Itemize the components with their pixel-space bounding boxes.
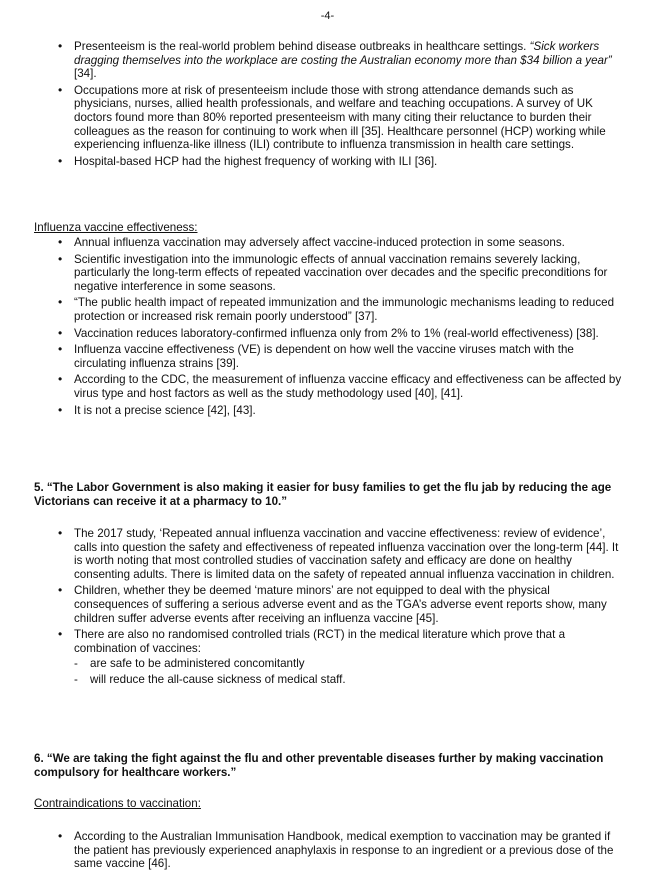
list-item: • “The public health impact of repeated immunization and the immunologic mechanisms leading to reduced protection or increased risk remain poorly understood” [37]. [58,296,624,323]
sub-list-item [74,673,624,687]
list-item: • The 2017 study, ‘Repeated annual influenza vaccination and vaccine effectiveness: review of evidence’, calls into question the safety and effectiveness of repeated influenza vaccination over the long-term [44]. It is worth noting that most controlled studies of vaccination safety and efficacy are done on healthy consenting adults. There is limited data on the safety of repeated annual influenza vaccination in children. [58,527,624,581]
list-item: • It is not a precise science [42], [43]. [58,404,624,418]
dash-marker: - [74,657,78,671]
bullet-text: There are also no randomised controlled trials (RCT) in the medical literature which prove that a combination of vaccines: [74,628,566,655]
section-subheading: Contraindications to vaccination: [34,797,201,810]
dash-marker: - [74,672,78,686]
section-heading-5: 5. “The Labor Government is also making it easier for busy families to get the flu jab by reducing the age Victorians can receive it at a pharmacy to 10.” [34,481,612,508]
section5-list [58,527,624,690]
section-heading-6: 6. “We are taking the fight against the flu and other preventable diseases further by making vaccination compulsory for healthcare workers.” [34,752,604,779]
sub-item-text: will reduce the all-cause sickness of medical staff. [90,672,346,686]
list-item: • Scientific investigation into the immunologic effects of annual vaccination remains severely lacking, particularly the long-term effects of repeated vaccination over decades and the specific preconditions for negative interference in some seasons. [58,253,624,294]
list-item: • Vaccination reduces laboratory-confirmed influenza only from 2% to 1% (real-world effectiveness) [38]. [58,327,624,341]
sub-list-item [74,657,624,671]
list-item [58,40,624,81]
sub-item-text: are safe to be administered concomitantly [90,657,305,671]
list-item: • According to the Australian Immunisation Handbook, medical exemption to vaccination may be granted if the patient has previously experienced anaphylaxis in response to an ingredient or a previous dose of the same vaccine [46]. [58,830,624,871]
vaccine-effectiveness-list [58,236,624,420]
presenteeism-list [58,40,624,171]
list-item: • Annual influenza vaccination may adversely affect vaccine-induced protection in some seasons. [58,236,624,250]
section-subheading: Influenza vaccine effectiveness: [34,221,198,234]
quote-text: “Sick workers dragging themselves into the workplace are costing the Australian economy more than $34 billion a year” [74,40,612,67]
list-item: • Occupations more at risk of presenteeism include those with strong attendance demands such as physicians, nurses, allied health professionals, and welfare and teaching occupations. A survey of UK doctors found more than 80% reported presenteeism with many citing their reluctance to burden their colleagues as the reason for continuing to work when ill [35]. Healthcare personnel (HCP) working while experiencing influenza-like illness (ILI) contribute to influenza transmission in health care settings. [58,84,624,152]
list-item [58,628,624,686]
list-item: • Hospital-based HCP had the highest frequency of working with ILI [36]. [58,155,624,169]
list-item: • Children, whether they be deemed ‘mature minors’ are not equipped to deal with the physical consequences of suffering a serious adverse event and as the TGA’s adverse event reports show, many children suffer adverse events after receiving an influenza vaccine [45]. [58,584,624,625]
bullet-text: Presenteeism is the real-world problem behind disease outbreaks in healthcare settings. [74,40,530,53]
citation: [34]. [74,67,97,81]
list-item: • Influenza vaccine effectiveness (VE) is dependent on how well the vaccine viruses match with the circulating influenza strains [39]. [58,343,624,370]
page-number: -4- [320,10,335,22]
list-item: • According to the CDC, the measurement of influenza vaccine efficacy and effectiveness can be affected by virus type and host factors as well as the study methodology used [40], [41]. [58,373,624,400]
contraindications-list [58,830,624,874]
sub-list [74,657,624,686]
